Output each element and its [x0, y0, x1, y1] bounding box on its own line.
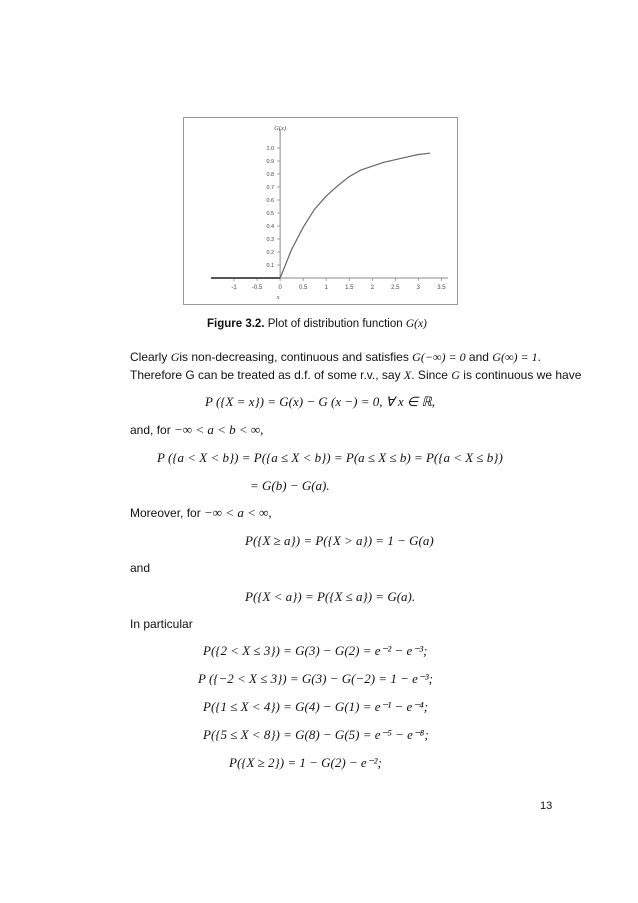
x-tick-label: 0.5 [298, 285, 308, 291]
equation-1: P ({X = x}) = G(x) − G (x −) = 0, ∀ x ∈ ℝ, [205, 394, 436, 409]
text: Clearly [130, 350, 171, 364]
text: Moreover, for [130, 506, 205, 520]
moreover-line [130, 505, 272, 521]
y-tick-label: 0.4 [266, 224, 275, 230]
series-point [418, 154, 419, 155]
y-tick-label: 0.9 [266, 159, 275, 165]
y-tick-label: 0.8 [266, 172, 275, 178]
text: Therefore G can be treated as d.f. of some r.v., say [130, 368, 404, 382]
series-point [406, 157, 407, 158]
x-tick-label: 2 [370, 285, 374, 291]
series-point [314, 209, 315, 210]
text: . [537, 350, 541, 364]
x-tick-label: 0 [278, 285, 282, 291]
text: . Since [411, 368, 452, 382]
series-point [326, 196, 327, 197]
series-point [383, 162, 384, 163]
text: and, for [130, 423, 175, 437]
figure-caption [207, 318, 427, 330]
in-particular: In particular [130, 617, 193, 631]
x-axis-label: x [276, 294, 280, 301]
equation-5: P({X < a}) = P({X ≤ a}) = G(a). [245, 589, 416, 604]
figure-frame [183, 117, 458, 305]
series-point [337, 185, 338, 186]
x-tick-label: 3 [416, 285, 421, 291]
and-word: and [130, 561, 151, 575]
math-range: −∞ < a < ∞, [204, 505, 272, 520]
y-tick-label: 0.2 [266, 250, 275, 256]
equation-10: P({X ≥ 2}) = 1 − G(2) − e⁻²; [229, 755, 382, 770]
series-point [280, 278, 281, 279]
series-point [360, 170, 361, 171]
y-tick-label: 0.3 [266, 237, 275, 243]
equation-3: = G(b) − G(a). [250, 478, 330, 493]
math-range: −∞ < a < b < ∞, [174, 422, 264, 437]
text: is continuous we have [459, 368, 582, 382]
caption-math: G(x) [405, 318, 427, 330]
equation-6: P({2 < X ≤ 3}) = G(3) − G(2) = e⁻² − e⁻³; [203, 643, 428, 658]
x-tick-label: 1.5 [345, 285, 354, 291]
equation-8: P({1 ≤ X < 4}) = G(4) − G(1) = e⁻¹ − e⁻⁴; [203, 699, 429, 714]
math-X: X [403, 368, 412, 382]
distribution-chart [184, 118, 457, 304]
series-point [429, 153, 430, 154]
y-tick-label: 0.1 [266, 263, 275, 269]
text: is non-decreasing, continuous and satisfies [179, 350, 413, 364]
equation-7: P ({−2 < X ≤ 3}) = G(3) − G(−2) = 1 − e⁻³; [198, 671, 433, 686]
x-tick-label: -1 [231, 285, 237, 291]
equation-4: P({X ≥ a}) = P({X > a}) = 1 − G(a) [245, 533, 434, 548]
caption-text: Plot of distribution function [264, 318, 406, 330]
series-point [372, 166, 373, 167]
math-G: G [451, 368, 460, 382]
series-point [395, 159, 396, 160]
paragraph-line-2 [130, 368, 581, 383]
caption-label: Figure 3.2. [207, 318, 265, 330]
and-for-line [130, 422, 263, 438]
series-point [303, 227, 304, 228]
math-limit: G(−∞) = 0 [412, 350, 466, 364]
x-tick-label: 2.5 [391, 285, 400, 291]
y-tick-label: 1.0 [266, 146, 275, 152]
equation-2: P ({a < X < b}) = P({a ≤ X < b}) = P(a ≤ X ≤ b) = P({a < X ≤ b}) [157, 450, 503, 465]
page-number: 13 [540, 800, 553, 812]
y-axis-label: G(x) [274, 125, 287, 132]
series-point [349, 176, 350, 177]
series-point [211, 278, 212, 279]
equation-9: P({5 ≤ X < 8}) = G(8) − G(5) = e⁻⁵ − e⁻⁸; [203, 727, 429, 742]
math-G: G [170, 350, 180, 364]
x-tick-label: 3.5 [437, 285, 446, 291]
paragraph-line-1 [130, 350, 541, 365]
series-point [291, 249, 292, 250]
y-tick-label: 0.7 [266, 185, 275, 191]
series-line-G [280, 153, 430, 278]
text: and [465, 350, 493, 364]
math-limit: G(∞) = 1 [492, 350, 538, 364]
x-tick-label: -0.5 [251, 285, 263, 291]
y-tick-label: 0.6 [266, 198, 275, 204]
y-tick-label: 0.5 [266, 211, 275, 217]
x-tick-label: 1 [324, 285, 328, 291]
